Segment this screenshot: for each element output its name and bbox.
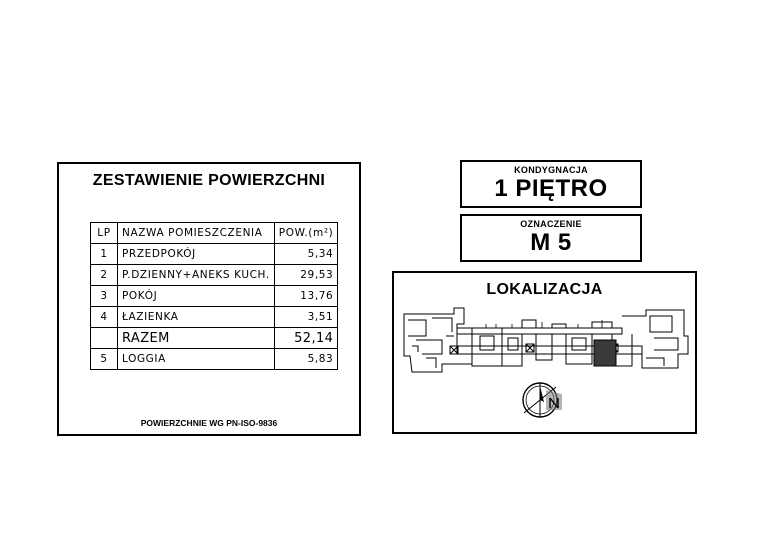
row-area: 29,53 bbox=[274, 265, 338, 286]
column-header-area: POW.(m²) bbox=[274, 223, 338, 244]
table-row bbox=[91, 244, 338, 265]
north-arrow-icon bbox=[520, 380, 570, 420]
table-row bbox=[91, 265, 338, 286]
row-lp: 1 bbox=[91, 244, 118, 265]
row-name: PRZEDPOKÓJ bbox=[118, 244, 275, 265]
row-lp: 4 bbox=[91, 307, 118, 328]
unit-value: M 5 bbox=[530, 229, 572, 256]
row-lp: 5 bbox=[91, 349, 118, 370]
total-label: RAZEM bbox=[118, 328, 275, 349]
total-area: 52,14 bbox=[274, 328, 338, 349]
row-lp: 2 bbox=[91, 265, 118, 286]
total-lp bbox=[91, 328, 118, 349]
table-header-row bbox=[91, 223, 338, 244]
row-area: 5,83 bbox=[274, 349, 338, 370]
row-name: ŁAZIENKA bbox=[118, 307, 275, 328]
floor-box bbox=[460, 160, 642, 208]
location-panel bbox=[392, 271, 697, 434]
floor-label: KONDYGNACJA bbox=[514, 165, 588, 175]
area-table bbox=[90, 222, 338, 370]
row-lp: 3 bbox=[91, 286, 118, 307]
floor-value: 1 PIĘTRO bbox=[494, 175, 608, 202]
area-summary-panel bbox=[57, 162, 361, 436]
row-area: 13,76 bbox=[274, 286, 338, 307]
location-title: LOKALIZACJA bbox=[486, 281, 603, 298]
table-row bbox=[91, 286, 338, 307]
row-name: LOGGIA bbox=[118, 349, 275, 370]
column-header-lp: LP bbox=[91, 223, 118, 244]
column-header-name: NAZWA POMIESZCZENIA bbox=[118, 223, 275, 244]
row-name: P.DZIENNY+ANEKS KUCH. bbox=[118, 265, 275, 286]
unit-box bbox=[460, 214, 642, 262]
row-name: POKÓJ bbox=[118, 286, 275, 307]
row-area: 3,51 bbox=[274, 307, 338, 328]
row-area: 5,34 bbox=[274, 244, 338, 265]
unit-label: OZNACZENIE bbox=[520, 219, 582, 229]
highlighted-unit bbox=[594, 340, 616, 366]
total-row bbox=[91, 328, 338, 349]
table-row bbox=[91, 349, 338, 370]
site-plan bbox=[402, 306, 689, 376]
table-row bbox=[91, 307, 338, 328]
summary-title: ZESTAWIENIE POWIERZCHNI bbox=[92, 172, 326, 189]
standard-note: POWIERZCHNIE WG PN-ISO-9836 bbox=[140, 418, 278, 428]
building-outline-middle bbox=[457, 328, 622, 334]
